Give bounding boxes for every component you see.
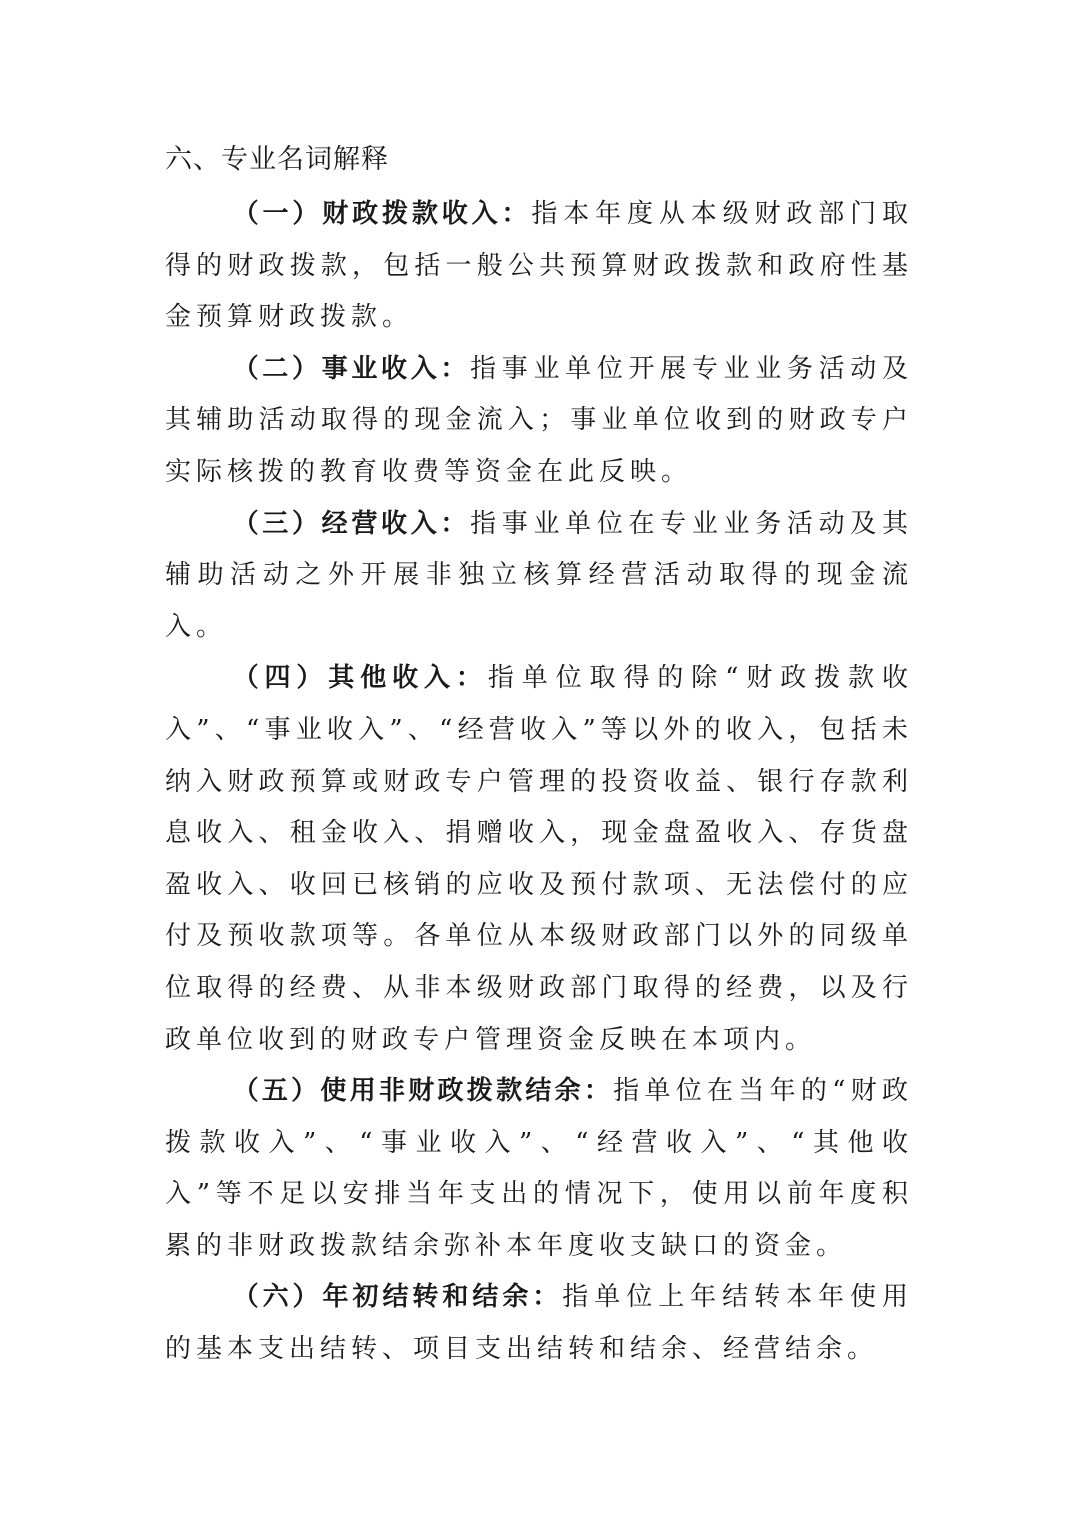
definition-term-2: （二）事业收入： [232,353,471,384]
definition-term-1: （一）财政拨款收入： [232,199,532,229]
definition-term-5: （五）使用非财政拨款结余： [232,1076,614,1107]
definition-paragraph-1 [165,189,913,344]
definition-term-6: （六）年初结转和结余： [232,1282,563,1313]
definition-paragraph-3 [165,499,913,654]
definition-paragraph-4 [165,653,913,1066]
definition-paragraph-5 [165,1066,913,1272]
definition-term-3: （三）经营收入： [232,508,471,539]
definition-paragraph-6 [165,1272,913,1375]
definition-body-4: 指单位取得的除“财政拨款收入”、“事业收入”、“经营收入”等以外的收入，包括未纳入财政预算或财政专户管理的投资收益、银行存款利息收入、租金收入、捐赠收入，现金盘盈收入、存货盘盈收入、收回已核销的应收及预付款项、无法偿付的应付及预收款项等。各单位从本级财政部门以外的同级单位取得的经费、从非本级财政部门取得的经费，以及行政单位收到的财政专户管理资金反映在本项内。 [165,663,913,1055]
section-heading: 六、专业名词解释 [165,144,389,175]
definition-body-3: 指事业单位在专业业务活动及其辅助活动之外开展非独立核算经营活动取得的现金流入。 [165,508,913,642]
definition-body-5: 指单位在当年的“财政拨款收入”、“事业收入”、“经营收入”、“其他收入”等不足以安排当年支出的情况下，使用以前年度积累的非财政拨款结余弥补本年度收支缺口的资金。 [165,1076,913,1261]
definition-body-1: 指本年度从本级财政部门取得的财政拨款，包括一般公共预算财政拨款和政府性基金预算财政拨款。 [165,199,913,333]
definition-term-4: （四）其他收入： [232,663,488,694]
document-page [165,138,913,1376]
definition-body-6: 指单位上年结转本年使用的基本支出结转、项目支出结转和结余、经营结余。 [165,1282,913,1365]
definition-body-2: 指事业单位开展专业业务活动及其辅助活动取得的现金流入；事业单位收到的财政专户实际核拨的教育收费等资金在此反映。 [165,353,913,487]
definition-paragraph-2 [165,344,913,499]
